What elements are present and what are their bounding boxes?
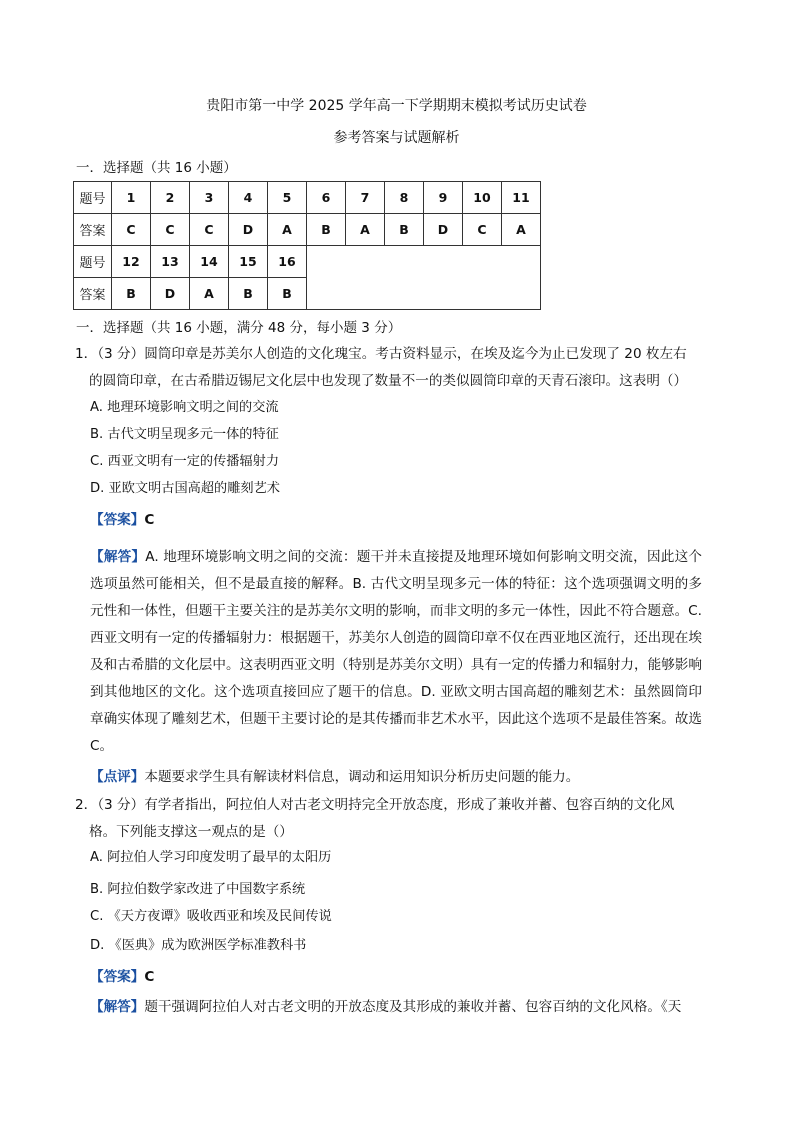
section-heading: 一．选择题（共 16 小题，满分 48 分，每小题 3 分） <box>76 320 402 336</box>
table-row <box>74 182 541 214</box>
document-subtitle: 参考答案与试题解析 <box>333 130 460 146</box>
answer-cell: C <box>112 214 151 246</box>
question-number: 6 <box>307 182 346 214</box>
option-d: D. 亚欧文明古国高超的雕刻艺术 <box>90 481 280 496</box>
row-label: 答案 <box>74 214 112 246</box>
document-title: 贵阳市第一中学 2025 学年高一下学期期末模拟考试历史试卷 <box>206 98 587 114</box>
row-label: 答案 <box>74 278 112 310</box>
question-number: 11 <box>502 182 541 214</box>
answer-cell: B <box>229 278 268 310</box>
answer-value: C <box>144 512 155 528</box>
answer-cell: C <box>463 214 502 246</box>
option-c: C. 西亚文明有一定的传播辐射力 <box>90 454 280 469</box>
table-row <box>74 214 541 246</box>
row-label: 题号 <box>74 182 112 214</box>
stem-line: 格。下列能支撑这一观点的是（） <box>89 824 293 840</box>
analysis-tag: 【解答】 <box>90 999 145 1015</box>
question-number: 9 <box>424 182 463 214</box>
answer-line <box>90 965 154 985</box>
option-b: B. 古代文明呈现多元一体的特征 <box>90 427 279 442</box>
answer-line <box>90 508 154 528</box>
option-d: D. 《医典》成为欧洲医学标准教科书 <box>90 938 307 953</box>
option-a: A. 地理环境影响文明之间的交流 <box>90 400 279 415</box>
question-number: 5 <box>268 182 307 214</box>
comment-tag: 【点评】 <box>90 769 145 785</box>
answer-cell: D <box>424 214 463 246</box>
question-number: 16 <box>268 246 307 278</box>
analysis-tag: 【解答】 <box>90 549 146 565</box>
answer-cell: C <box>151 214 190 246</box>
answer-cell: C <box>190 214 229 246</box>
question-number: 15 <box>229 246 268 278</box>
analysis-paragraph <box>90 544 702 760</box>
answer-cell: D <box>151 278 190 310</box>
table-row <box>74 246 541 278</box>
question-number: 12 <box>112 246 151 278</box>
comment-text: 本题要求学生具有解读材料信息，调动和运用知识分析历史问题的能力。 <box>144 769 580 785</box>
option-a: A. 阿拉伯人学习印度发明了最早的太阳历 <box>90 850 332 865</box>
row-label: 题号 <box>74 246 112 278</box>
question-number: 3 <box>190 182 229 214</box>
analysis-text: A. 地理环境影响文明之间的交流：题干并未直接提及地理环境如何影响文明交流，因此这个选项虽然可能相关，但不是最直接的解释。B. 古代文明呈现多元一体的特征：这个选项强调文明的多元性和一体性，但题干主要关注的是苏美尔文明的影响，而非文明的多元一体性，因此不符合题意。C. 西亚文明有一定的传播辐射力：根据题干，苏美尔人创造的圆筒印章不仅在西亚地区流行，还出现在埃及和古希腊的文化层中。这表明西亚文明（特别是苏美尔文明）具有一定的传播力和辐射力，能够影响到其他地区的文化。这个选项直接回应了题干的信息。D. 亚欧文明古国高超的雕刻艺术：虽然圆筒印章确实体现了雕刻艺术，但题干主要讨论的是其传播而非艺术水平，因此这个选项不是最佳答案。故选 C。 <box>90 549 703 754</box>
answer-table <box>73 181 541 310</box>
answer-cell: B <box>112 278 151 310</box>
analysis-text: 题干强调阿拉伯人对古老文明的开放态度及其形成的兼收并蓄、包容百纳的文化风格。《天 <box>144 999 682 1015</box>
answer-cell: B <box>385 214 424 246</box>
answer-tag: 【答案】 <box>90 512 145 528</box>
answer-cell: B <box>268 278 307 310</box>
question-number: 13 <box>151 246 190 278</box>
answer-cell: D <box>229 214 268 246</box>
stem-line: 的圆筒印章，在古希腊迈锡尼文化层中也发现了数量不一的类似圆筒印章的天青石滚印。这表明（） <box>89 373 688 389</box>
option-b: B. 阿拉伯数学家改进了中国数字系统 <box>90 882 306 897</box>
question-number: 4 <box>229 182 268 214</box>
question-number: 2 <box>151 182 190 214</box>
answer-cell: A <box>268 214 307 246</box>
answer-value: C <box>144 969 155 985</box>
empty-cell <box>307 246 541 310</box>
answer-cell: A <box>190 278 229 310</box>
answer-tag: 【答案】 <box>90 969 145 985</box>
answer-cell: A <box>502 214 541 246</box>
question-number: 1 <box>112 182 151 214</box>
question-number: 10 <box>463 182 502 214</box>
stem-line: 2．（3 分）有学者指出，阿拉伯人对古老文明持完全开放态度，形成了兼收并蓄、包容百纳的文化风 <box>75 797 675 813</box>
analysis-paragraph <box>90 994 710 1021</box>
question-stem <box>75 792 715 846</box>
option-c: C. 《天方夜谭》吸收西亚和埃及民间传说 <box>90 909 332 924</box>
answer-cell: B <box>307 214 346 246</box>
question-number: 14 <box>190 246 229 278</box>
question-stem <box>75 341 715 395</box>
question-number: 7 <box>346 182 385 214</box>
comment-line <box>90 765 579 785</box>
stem-line: 1．（3 分）圆筒印章是苏美尔人创造的文化瑰宝。考古资料显示，在埃及迄今为止已发现了 20 枚左右 <box>75 346 687 362</box>
answer-cell: A <box>346 214 385 246</box>
question-number: 8 <box>385 182 424 214</box>
section-heading: 一．选择题（共 16 小题） <box>76 160 237 176</box>
